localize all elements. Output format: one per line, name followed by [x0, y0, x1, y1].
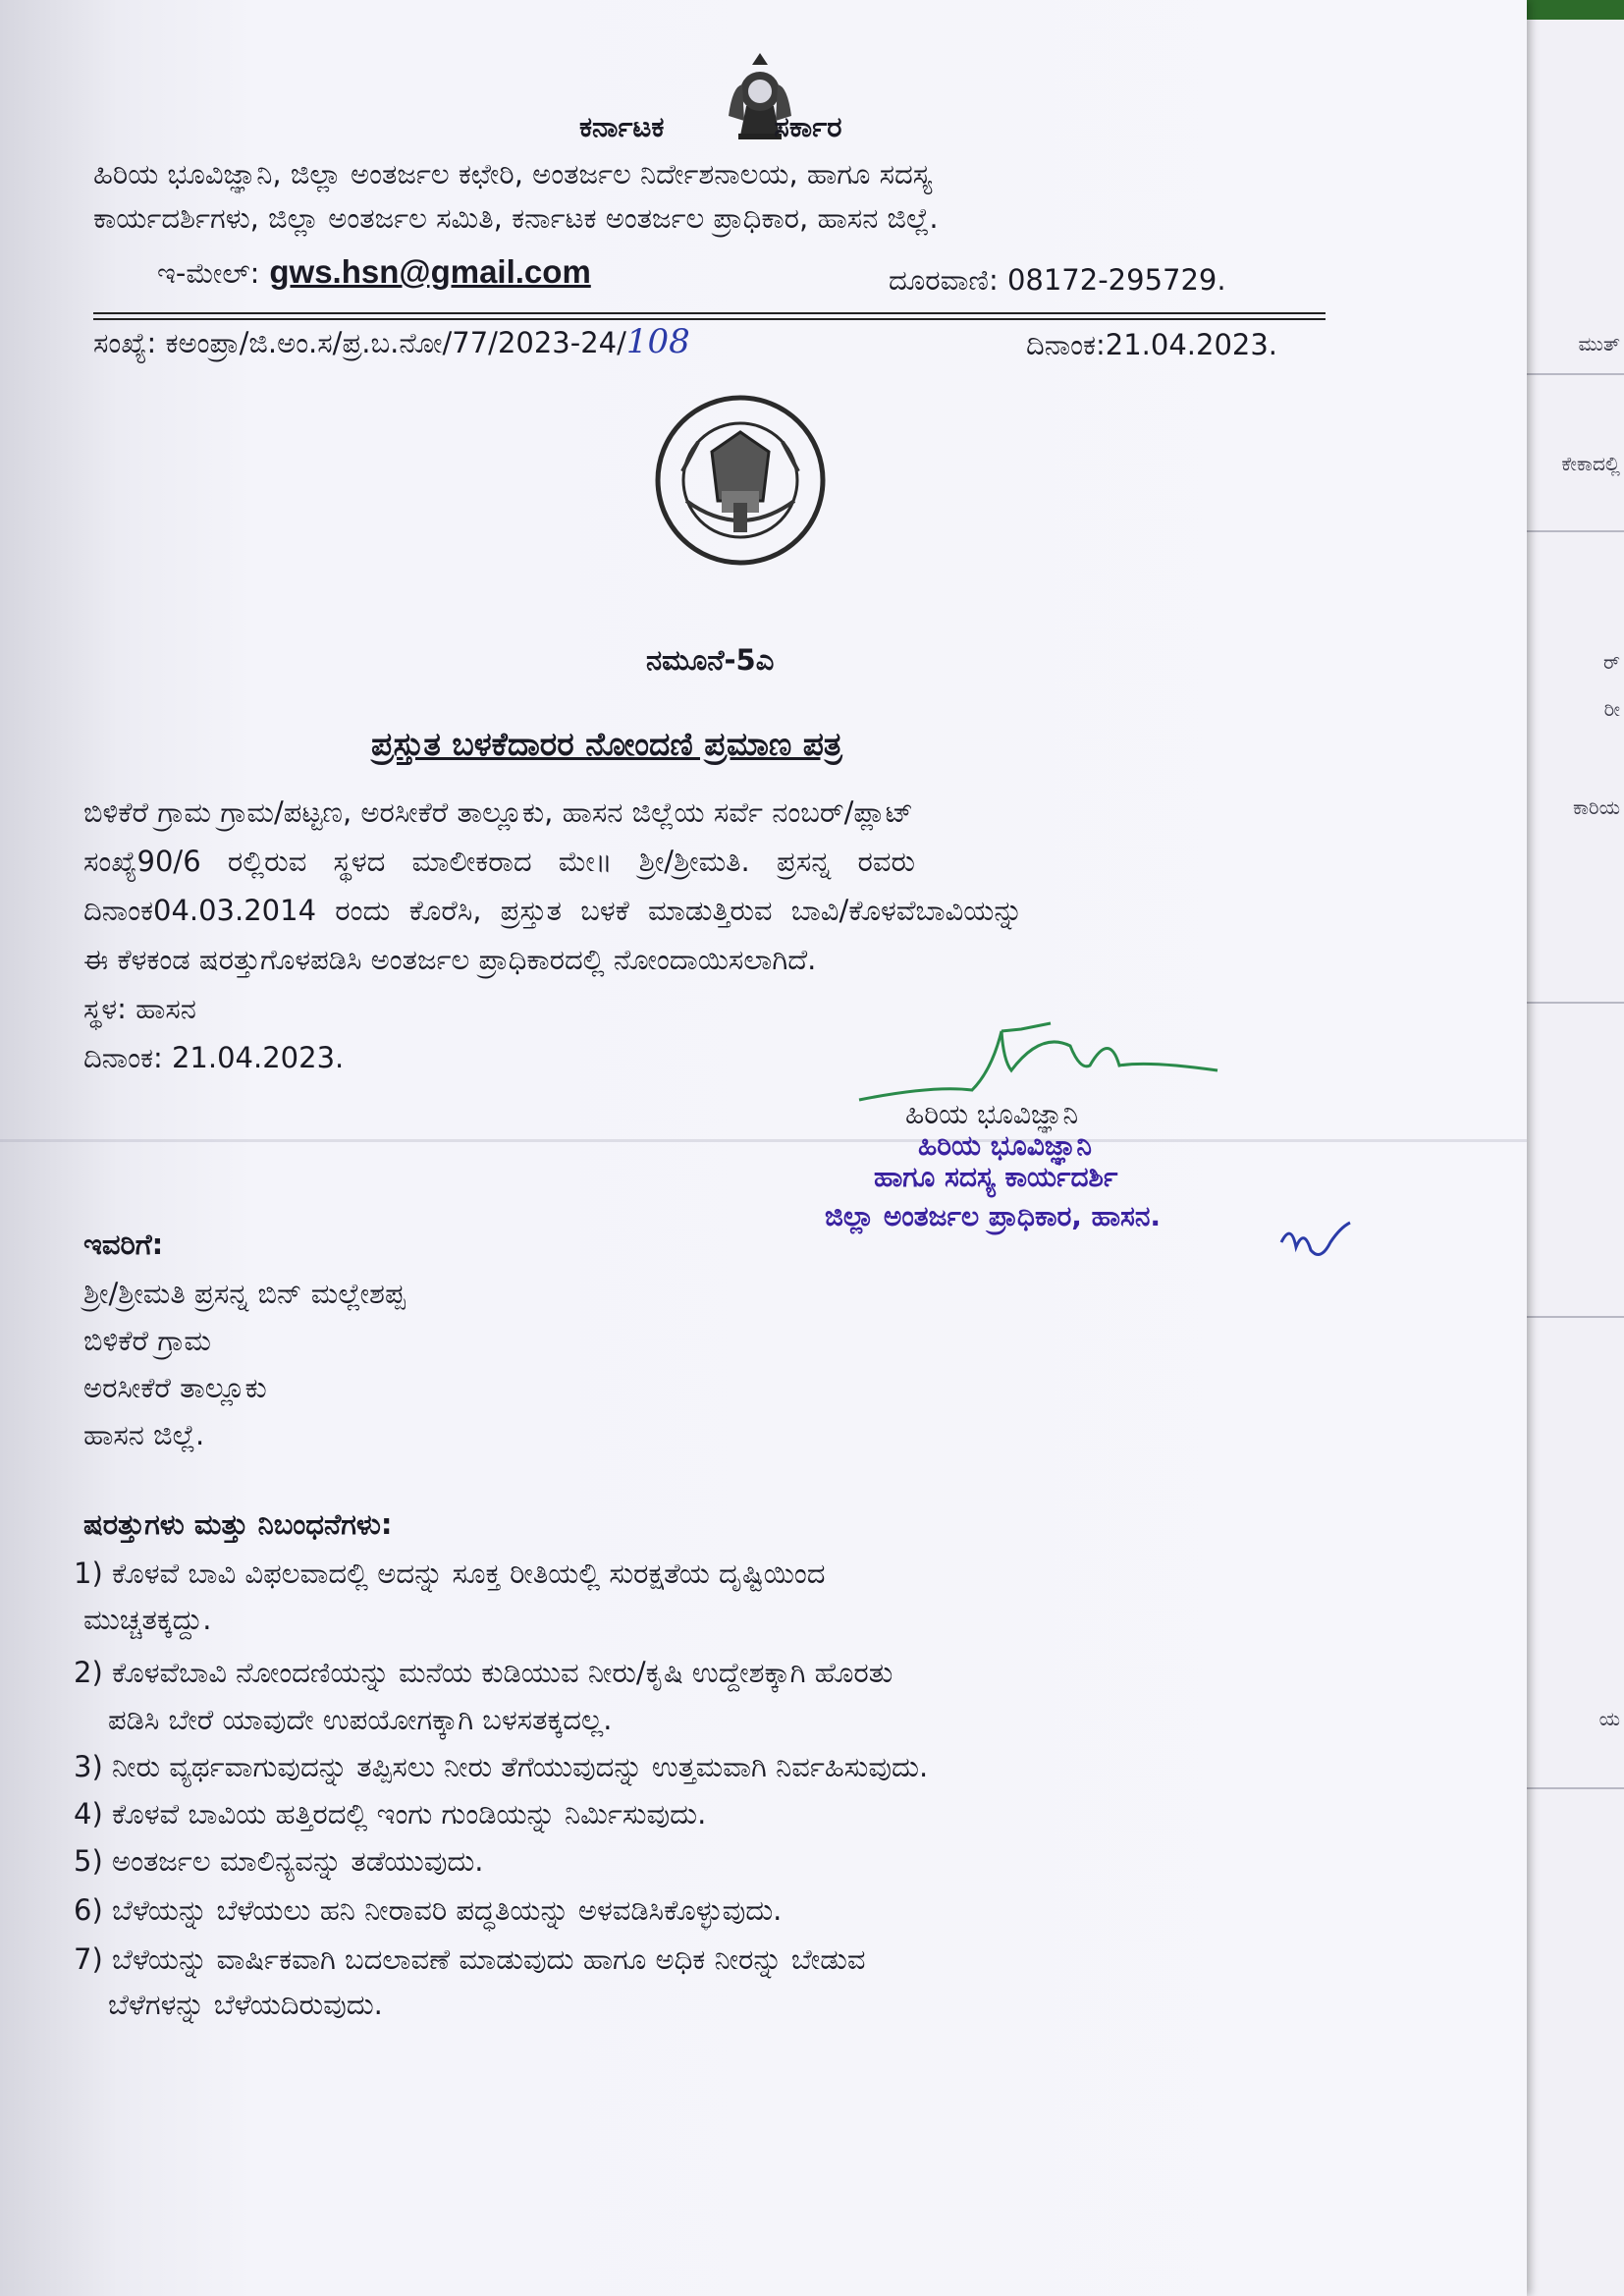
back-page-text: ರೀ: [1603, 697, 1620, 721]
place: ಸ್ಥಳ: ಹಾಸನ: [83, 992, 196, 1025]
body-line: ಬಿಳಿಕೆರೆ ಗ್ರಾಮ ಗ್ರಾಮ/ಪಟ್ಟಣ, ಅರಸೀಕೆರೆ ತಾಲ್ಲೂಕು, ಹಾಸನ ಜಿಲ್ಲೆಯ ಸರ್ವೆ ನಂಬರ್/ಪ್ಲಾಟ್: [83, 795, 914, 829]
condition-item: ಮುಚ್ಚತಕ್ಕದ್ದು.: [83, 1603, 212, 1636]
conditions-title: ಷರತ್ತುಗಳು ಮತ್ತು ನಿಬಂಧನೆಗಳು:: [83, 1507, 393, 1541]
reference-text: ಸಂಖ್ಯೆ: ಕಅಂಪ್ರಾ/ಜಿ.ಅಂ.ಸ/ಪ್ರ.ಬ.ನೋ/77/2023-24/: [93, 326, 626, 359]
condition-item: 1) ಕೊಳವೆ ಬಾವಿ ವಿಫಲವಾದಲ್ಲಿ ಅದನ್ನು ಸೂಕ್ತ ರೀತಿಯಲ್ಲಿ ಸುರಕ್ಷತೆಯ ದೃಷ್ಟಿಯಿಂದ: [74, 1557, 826, 1590]
back-page-text: ಮುತ್: [1578, 332, 1620, 355]
back-page-text: ಕೇಕಾದಲ್ಲಿ: [1561, 452, 1620, 475]
letter-date: ದಿನಾಂಕ:21.04.2023.: [1026, 328, 1278, 361]
condition-item: ಪಡಿಸಿ ಬೇರೆ ಯಾವುದೇ ಉಪಯೋಗಕ್ಕಾಗಿ ಬಳಸತಕ್ಕದಲ್ಲ.: [108, 1703, 613, 1736]
recipient-line: ಶ್ರೀ/ಶ್ರೀಮತಿ ಪ್ರಸನ್ನ ಬಿನ್ ಮಲ್ಲೇಶಪ್ಪ: [83, 1277, 406, 1310]
paper-fold: [0, 1139, 1527, 1142]
reference-handwritten: 108: [625, 322, 690, 361]
condition-item: 5) ಅಂತರ್ಜಲ ಮಾಲಿನ್ಯವನ್ನು ತಡೆಯುವುದು.: [74, 1844, 484, 1878]
reference-number: [93, 322, 690, 361]
body-line: ಸಂಖ್ಯೆ90/6 ರಲ್ಲಿರುವ ಸ್ಥಳದ ಮಾಲೀಕರಾದ ಮೇ॥ ಶ್ರೀ/ಶ್ರೀಮತಿ. ಪ್ರಸನ್ನ ರವರು: [83, 845, 916, 878]
email-line: [157, 253, 591, 291]
condition-item: 4) ಕೊಳವೆ ಬಾವಿಯ ಹತ್ತಿರದಲ್ಲಿ ಇಂಗು ಗುಂಡಿಯನ್ನು ನಿರ್ಮಿಸುವುದು.: [74, 1797, 707, 1831]
certificate-title: ಪ್ರಸ್ತುತ ಬಳಕೆದಾರರ ನೋಂದಣಿ ಪ್ರಮಾಣ ಪತ್ರ: [371, 725, 842, 763]
condition-item: 7) ಬೆಳೆಯನ್ನು ವಾರ್ಷಿಕವಾಗಿ ಬದಲಾವಣೆ ಮಾಡುವುದು ಹಾಗೂ ಅಧಿಕ ನೀರನ್ನು ಬೇಡುವ: [74, 1942, 866, 1976]
condition-item: 3) ನೀರು ವ್ಯರ್ಥವಾಗುವುದನ್ನು ತಪ್ಪಿಸಲು ನೀರು ತೆಗೆಯುವುದನ್ನು ಉತ್ತಮವಾಗಿ ನಿರ್ವಹಿಸುವುದು.: [74, 1750, 929, 1783]
office-line-2: ಕಾರ್ಯದರ್ಶಿಗಳು, ಜಿಲ್ಲಾ ಅಂತರ್ಜಲ ಸಮಿತಿ, ಕರ್ನಾಟಕ ಅಂತರ್ಜಲ ಪ್ರಾಧಿಕಾರ, ಹಾಸನ ಜಿಲ್ಲೆ.: [93, 201, 939, 235]
recipient-label: ಇವರಿಗೆ:: [83, 1228, 164, 1261]
back-page-text: ಯ: [1598, 1707, 1620, 1730]
phone-number: ದೂರವಾಣಿ: 08172-295729.: [889, 263, 1226, 297]
recipient-line: ಬಿಳಿಕೆರೆ ಗ್ರಾಮ: [83, 1324, 212, 1357]
body-line: ದಿನಾಂಕ04.03.2014 ರಂದು ಕೊರೆಸಿ, ಪ್ರಸ್ತುತ ಬಳಕೆ ಮಾಡುತ್ತಿರುವ ಬಾವಿ/ಕೊಳವೆಬಾವಿಯನ್ನು: [83, 894, 1023, 927]
office-line-1: ಹಿರಿಯ ಭೂವಿಜ್ಞಾನಿ, ಜಿಲ್ಲಾ ಅಂತರ್ಜಲ ಕಛೇರಿ, ಅಂತರ್ಜಲ ನಿರ್ದೇಶನಾಲಯ, ಹಾಗೂ ಸದಸ್ಯ: [93, 157, 933, 191]
condition-item: 6) ಬೆಳೆಯನ್ನು ಬೆಳೆಯಲು ಹನಿ ನೀರಾವರಿ ಪದ್ಧತಿಯನ್ನು ಅಳವಡಿಸಿಕೊಳ್ಳುವುದು.: [74, 1893, 783, 1927]
government-title: [579, 110, 841, 144]
condition-item: 2) ಕೊಳವೆಬಾವಿ ನೋಂದಣಿಯನ್ನು ಮನೆಯ ಕುಡಿಯುವ ನೀರು/ಕೃಷಿ ಉದ್ದೇಶಕ್ಕಾಗಿ ಹೊರತು: [74, 1656, 893, 1689]
stamp-designation: ಹಿರಿಯ ಭೂವಿಜ್ಞಾನಿ: [918, 1129, 1092, 1162]
email-label: ಇ-ಮೇಲ್:: [157, 256, 260, 290]
stamp-authority: ಜಿಲ್ಲಾ ಅಂತರ್ಜಲ ಪ್ರಾಧಿಕಾರ, ಹಾಸನ.: [825, 1200, 1162, 1232]
title-right: ಸರ್ಕಾರ: [774, 110, 842, 143]
stamp-office: ಹಾಗೂ ಸದಸ್ಯ ಕಾರ್ಯದರ್ಶಿ: [874, 1161, 1118, 1193]
back-page-text: ರ್: [1602, 650, 1620, 674]
signatory-designation: ಹಿರಿಯ ಭೂವಿಜ್ಞಾನಿ: [905, 1098, 1079, 1130]
groundwater-authority-seal-icon: [653, 393, 828, 568]
form-number: ನಮೂನೆ-5ಎ: [646, 643, 775, 677]
initials-icon: [1276, 1213, 1355, 1262]
recipient-line: ಅರಸೀಕೆರೆ ತಾಲ್ಲೂಕು: [83, 1371, 267, 1404]
issue-date: ದಿನಾಂಕ: 21.04.2023.: [83, 1041, 345, 1074]
recipient-line: ಹಾಸನ ಜಿಲ್ಲೆ.: [83, 1418, 205, 1451]
email-address: gws.hsn@gmail.com: [269, 253, 591, 290]
body-line: ಈ ಕೆಳಕಂಡ ಷರತ್ತುಗೊಳಪಡಿಸಿ ಅಂತರ್ಜಲ ಪ್ರಾಧಿಕಾರದಲ್ಲಿ ನೋಂದಾಯಿಸಲಾಗಿದೆ.: [83, 943, 817, 976]
condition-item: ಬೆಳೆಗಳನ್ನು ಬೆಳೆಯದಿರುವುದು.: [108, 1988, 383, 2021]
header-divider: [93, 312, 1326, 314]
title-left: ಕರ್ನಾಟಕ: [579, 110, 665, 143]
header-divider: [93, 318, 1326, 320]
back-page-text: ಕಾರಿಯ: [1572, 795, 1620, 819]
